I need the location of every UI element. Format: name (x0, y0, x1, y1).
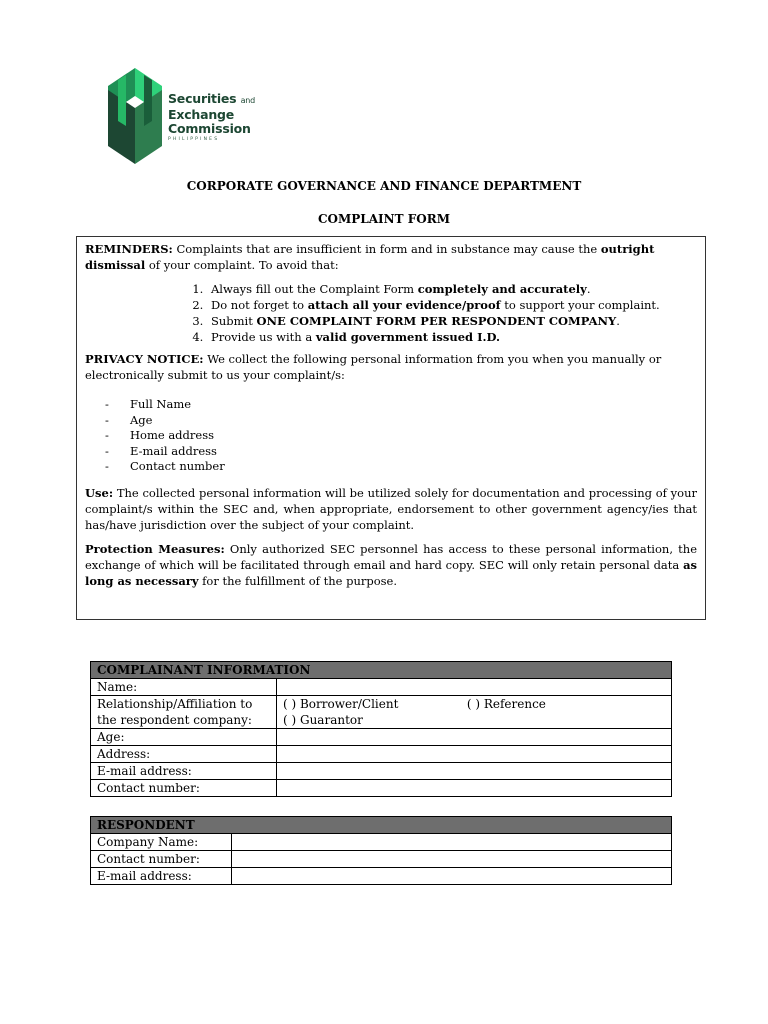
table-row (91, 729, 672, 746)
list-item: - Contact number (105, 459, 225, 473)
table-row (91, 696, 672, 729)
table-row (91, 763, 672, 780)
sec-logo-text: Securities and Exchange Commission PHILIPPINES (168, 91, 256, 142)
respondent-email-label: E-mail address: (91, 868, 232, 885)
reminder-item: 3. Submit ONE COMPLAINT FORM PER RESPONDENT COMPANY. (207, 313, 697, 329)
company-name-field[interactable] (232, 834, 672, 851)
reminder-item: 1. Always fill out the Complaint Form completely and accurately. (207, 281, 697, 297)
company-name-label: Company Name: (91, 834, 232, 851)
table-row (91, 834, 672, 851)
email-field[interactable] (277, 763, 672, 780)
privacy-notice-paragraph: PRIVACY NOTICE: We collect the following personal information from you when you manually or electronically submit to us your complaint/s: (85, 352, 662, 382)
age-label: Age: (91, 729, 277, 746)
table-row (91, 746, 672, 763)
reference-option[interactable]: ( ) Reference (466, 697, 546, 711)
contact-number-label: Contact number: (91, 780, 277, 797)
email-label: E-mail address: (91, 763, 277, 780)
respondent-contact-field[interactable] (232, 851, 672, 868)
guarantor-option[interactable]: ( ) Guarantor (283, 713, 363, 727)
relationship-label: Relationship/Affiliation to the respondent company: (91, 696, 277, 729)
reminder-item: 2. Do not forget to attach all your evidence/proof to support your complaint. (207, 297, 697, 313)
reminders-box (76, 236, 706, 620)
table-row (91, 679, 672, 696)
respondent-contact-label: Contact number: (91, 851, 232, 868)
department-title: CORPORATE GOVERNANCE AND FINANCE DEPARTMENT (186, 179, 582, 193)
age-field[interactable] (277, 729, 672, 746)
form-title: COMPLAINT FORM (318, 212, 450, 226)
list-item: - Full Name (105, 397, 192, 411)
contact-number-field[interactable] (277, 780, 672, 797)
complainant-info-heading: COMPLAINANT INFORMATION (91, 662, 672, 679)
reminder-item: 4. Provide us with a valid government issued I.D. (207, 329, 697, 345)
borrower-client-option[interactable]: ( ) Borrower/Client (283, 697, 399, 711)
protection-paragraph: Protection Measures: Only authorized SEC personnel has access to these personal information, the exchange of which will be facilitated through email and hard copy. SEC will only retain personal data as long as necessary for the fulfillment of the purpose. (85, 541, 698, 588)
table-row (91, 868, 672, 885)
sec-logo (104, 66, 264, 166)
address-label: Address: (91, 746, 277, 763)
name-field[interactable] (277, 679, 672, 696)
respondent-email-field[interactable] (232, 868, 672, 885)
reminders-list (85, 281, 697, 345)
respondent-heading: RESPONDENT (91, 817, 672, 834)
relationship-options (277, 696, 672, 729)
respondent-table (90, 816, 672, 885)
name-label: Name: (91, 679, 277, 696)
personal-info-list (85, 397, 697, 475)
sec-logo-mark-icon (104, 66, 166, 166)
complainant-info-table (90, 661, 672, 797)
use-paragraph: Use: The collected personal information will be utilized solely for documentation and processing of your complaint/s within the SEC and, when appropriate, endorsement to other government agency/ies that has/have jurisdiction over the subject of your complaint. (85, 485, 698, 532)
reminders-paragraph: REMINDERS: Complaints that are insufficient in form and in substance may cause the outright dismissal of your complaint. To avoid that: (85, 242, 655, 272)
address-field[interactable] (277, 746, 672, 763)
list-item: - Home address (105, 428, 215, 442)
list-item: - Age (105, 412, 153, 427)
table-row (91, 780, 672, 797)
table-row (91, 851, 672, 868)
list-item: - E-mail address (105, 443, 217, 458)
